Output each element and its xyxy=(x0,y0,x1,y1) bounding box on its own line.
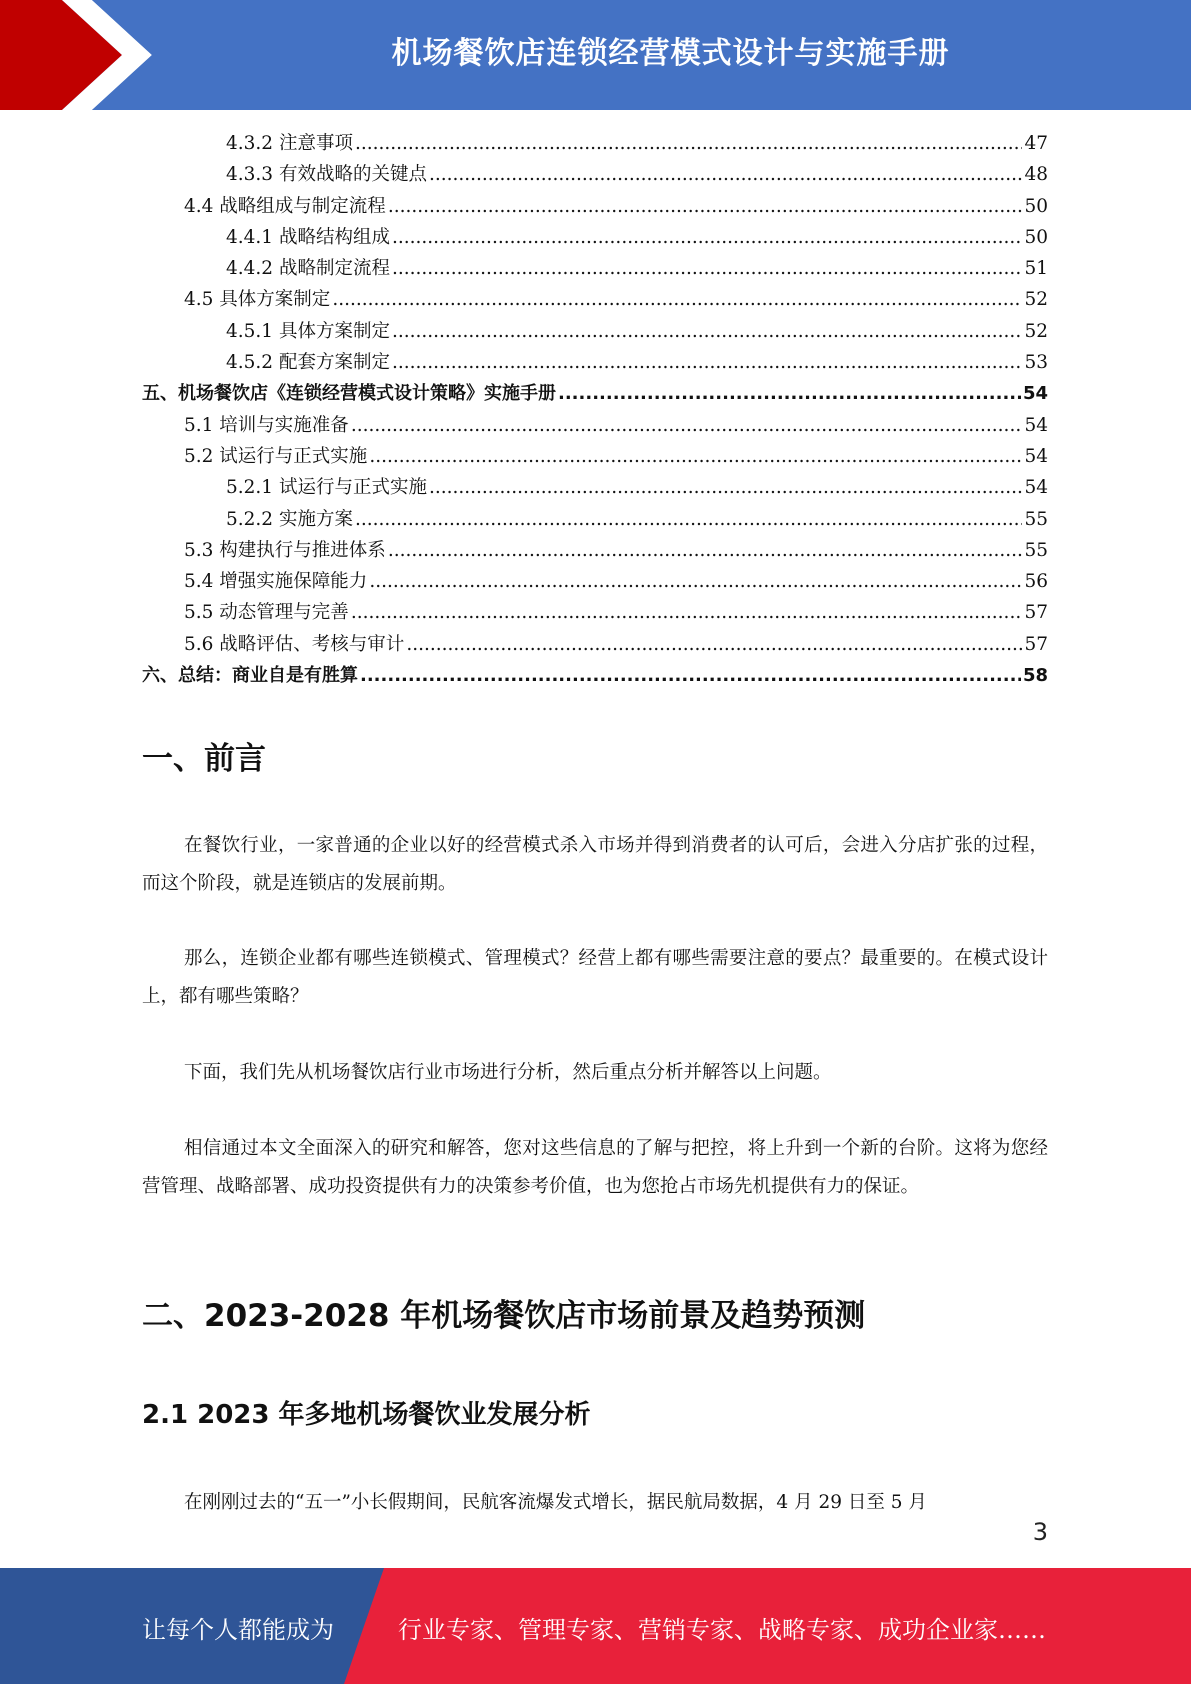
toc-dot-leader xyxy=(558,378,1021,409)
toc-entry-label: 4.4 战略组成与制定流程 xyxy=(184,195,386,217)
table-of-contents xyxy=(142,128,1048,691)
footer-slogan-right: 行业专家、管理专家、营销专家、战略专家、成功企业家…… xyxy=(398,1616,1046,1644)
toc-entry-label: 4.4.2 战略制定流程 xyxy=(226,258,390,280)
toc-entry-label: 5.4 增强实施保障能力 xyxy=(184,571,368,593)
toc-entry[interactable] xyxy=(142,410,1048,441)
toc-entry-page: 47 xyxy=(1024,133,1048,154)
document-title: 机场餐饮店连锁经营模式设计与实施手册 xyxy=(391,36,950,71)
toc-entry[interactable] xyxy=(142,504,1048,535)
toc-entry[interactable] xyxy=(142,441,1048,472)
paragraph: 在刚刚过去的“五一”小长假期间，民航客流爆发式增长，据民航局数据，4 月 29 日至 5 月 xyxy=(184,1492,927,1513)
toc-entry-page: 52 xyxy=(1024,289,1048,311)
toc-dot-leader xyxy=(360,660,1021,691)
page-number: 3 xyxy=(1032,1518,1048,1546)
toc-entry-page: 50 xyxy=(1024,226,1048,248)
toc-entry-label: 5.2 试运行与正式实施 xyxy=(184,445,368,467)
page-footer xyxy=(0,1568,1191,1684)
toc-entry[interactable] xyxy=(142,472,1048,503)
toc-entry-page: 51 xyxy=(1024,258,1048,280)
toc-dot-leader xyxy=(355,128,1023,159)
toc-entry-label: 5.1 培训与实施准备 xyxy=(184,414,349,436)
toc-entry-page: 57 xyxy=(1024,602,1048,624)
toc-entry-page: 50 xyxy=(1024,195,1048,217)
toc-entry-label: 5.5 动态管理与完善 xyxy=(184,602,349,624)
paragraph: 那么，连锁企业都有哪些连锁模式、管理模式？经营上都有哪些需要注意的要点？最重要的。在模式设计上，都有哪些策略？ xyxy=(142,948,1048,1007)
toc-entry-label: 五、机场餐饮店《连锁经营模式设计策略》实施手册 xyxy=(142,383,556,405)
toc-entry[interactable] xyxy=(142,347,1048,378)
subsection-heading: 2.1 2023 年多地机场餐饮业发展分析 xyxy=(142,1400,591,1430)
toc-entry[interactable] xyxy=(142,128,1048,159)
paragraph: 下面，我们先从机场餐饮店行业市场进行分析，然后重点分析并解答以上问题。 xyxy=(184,1062,832,1083)
toc-dot-leader xyxy=(388,535,1023,566)
toc-dot-leader xyxy=(388,191,1023,222)
toc-dot-leader xyxy=(369,441,1022,472)
toc-entry-page: 54 xyxy=(1022,383,1048,405)
toc-entry[interactable] xyxy=(142,316,1048,347)
toc-entry-label: 4.3.3 有效战略的关键点 xyxy=(226,164,427,186)
toc-dot-leader xyxy=(392,222,1022,253)
toc-dot-leader xyxy=(355,504,1023,535)
toc-entry-label: 4.4.1 战略结构组成 xyxy=(226,226,390,248)
toc-entry-page: 58 xyxy=(1022,665,1048,687)
toc-dot-leader xyxy=(332,284,1022,315)
footer-slogan-left: 让每个人都能成为 xyxy=(142,1616,334,1644)
toc-entry-page: 54 xyxy=(1024,445,1048,467)
toc-entry[interactable] xyxy=(142,159,1048,190)
toc-entry[interactable] xyxy=(142,597,1048,628)
toc-entry[interactable] xyxy=(142,284,1048,315)
toc-entry-page: 57 xyxy=(1024,633,1048,655)
toc-entry[interactable] xyxy=(142,253,1048,284)
toc-dot-leader xyxy=(392,347,1022,378)
toc-entry[interactable] xyxy=(142,629,1048,660)
paragraph: 在餐饮行业，一家普通的企业以好的经营模式杀入市场并得到消费者的认可后，会进入分店扩张的过程，而这个阶段，就是连锁店的发展前期。 xyxy=(142,835,1048,894)
toc-dot-leader xyxy=(369,566,1022,597)
toc-entry[interactable] xyxy=(142,222,1048,253)
toc-entry-label: 5.3 构建执行与推进体系 xyxy=(184,539,386,561)
toc-dot-leader xyxy=(351,410,1023,441)
toc-entry-label: 六、总结：商业自是有胜算 xyxy=(142,665,358,687)
toc-entry-page: 54 xyxy=(1024,414,1048,436)
toc-entry[interactable] xyxy=(142,378,1048,409)
toc-dot-leader xyxy=(429,472,1022,503)
toc-dot-leader xyxy=(406,629,1022,660)
toc-entry-page: 48 xyxy=(1024,164,1048,186)
toc-entry-label: 4.5.2 配套方案制定 xyxy=(226,352,390,374)
section-heading-preface: 一、前言 xyxy=(142,741,266,777)
toc-entry-label: 4.5.1 具体方案制定 xyxy=(226,320,390,342)
toc-entry[interactable] xyxy=(142,191,1048,222)
toc-entry[interactable] xyxy=(142,660,1048,691)
toc-entry[interactable] xyxy=(142,535,1048,566)
toc-entry-label: 4.3.2 注意事项 xyxy=(226,133,353,154)
toc-dot-leader xyxy=(392,316,1022,347)
toc-entry-page: 55 xyxy=(1024,508,1048,530)
toc-entry[interactable] xyxy=(142,566,1048,597)
toc-entry-label: 5.2.1 试运行与正式实施 xyxy=(226,477,427,499)
toc-entry-label: 4.5 具体方案制定 xyxy=(184,289,331,311)
toc-dot-leader xyxy=(392,253,1022,284)
toc-entry-page: 53 xyxy=(1024,352,1048,374)
page-header xyxy=(0,0,1191,110)
toc-entry-page: 56 xyxy=(1024,571,1048,593)
toc-entry-label: 5.6 战略评估、考核与审计 xyxy=(184,633,405,655)
toc-entry-page: 52 xyxy=(1024,320,1048,342)
toc-entry-page: 55 xyxy=(1024,539,1048,561)
header-arrow-decoration xyxy=(0,0,160,110)
paragraph: 相信通过本文全面深入的研究和解答，您对这些信息的了解与把控，将上升到一个新的台阶。这将为您经营管理、战略部署、成功投资提供有力的决策参考价值，也为您抢占市场先机提供有力的保证。 xyxy=(142,1138,1048,1197)
toc-dot-leader xyxy=(429,159,1022,190)
section-heading-market-outlook: 二、2023-2028 年机场餐饮店市场前景及趋势预测 xyxy=(142,1298,866,1334)
toc-dot-leader xyxy=(351,597,1023,628)
toc-entry-page: 54 xyxy=(1024,477,1048,499)
toc-entry-label: 5.2.2 实施方案 xyxy=(226,508,353,530)
